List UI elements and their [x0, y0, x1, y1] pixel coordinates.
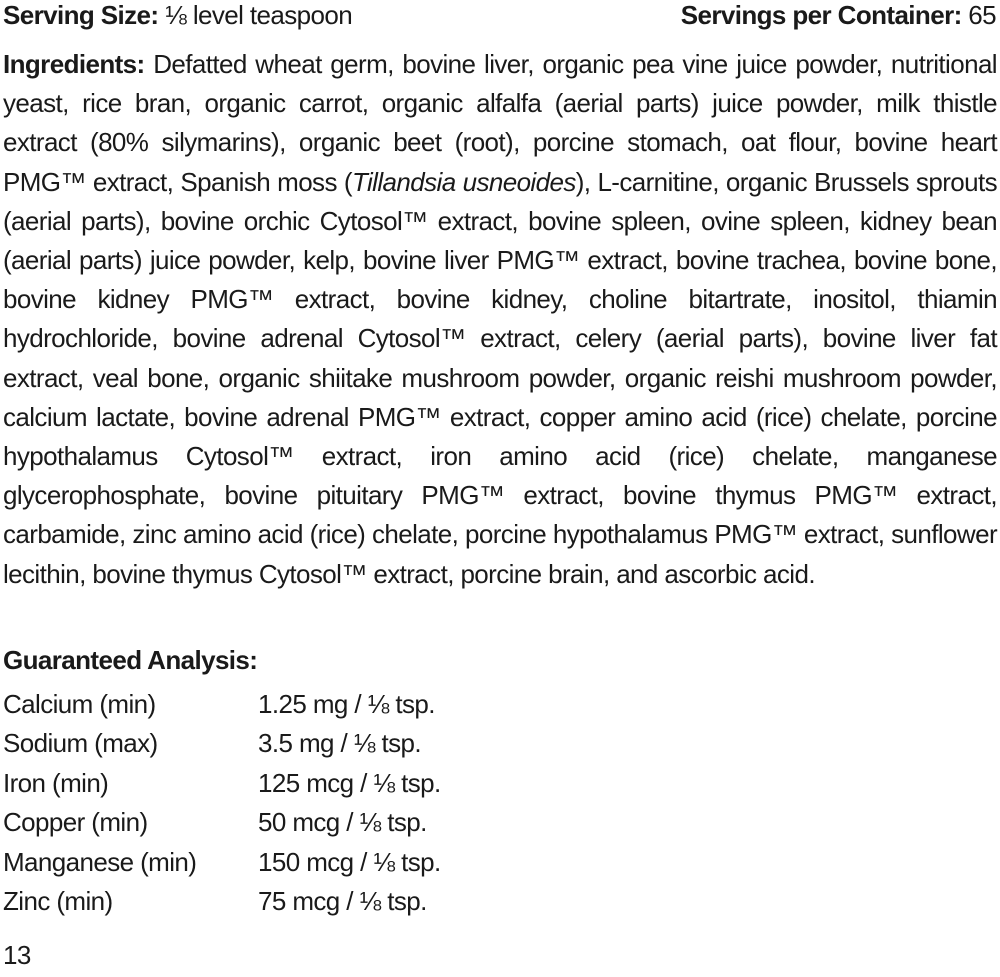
ingredients-text-part-2: ), L-carnitine, organic Brussels sprouts (aerial parts), bovine orchic Cytosol™ extract, bovine spleen, ovine spleen, kidney bean (aerial parts) juice powder, kelp, bovine liver PMG™ extract, bovine trachea, bovine bone, bovine kidney PMG™ extract, bovine kidney, choline bitartrate, inositol, thiamin hydrochloride, bovine adrenal Cytosol™ extract, celery (aerial parts), bovine liver fat extract, veal bone, organic shiitake mushroom powder, organic reishi mushroom powder, calcium lactate, bovine adrenal PMG™ extract, copper amino acid (rice) chelate, porcine hypothalamus Cytosol™ extract, iron amino acid (rice) chelate, manganese glycerophosphate, bovine pituitary PMG™ extract, bovine thymus PMG™ extract, carbamide, zinc amino acid (rice) chelate, porcine hypothalamus PMG™ extract, sunflower lecithin, bovine thymus Cytosol™ extract, porcine brain, and ascorbic acid. — [3, 166, 997, 589]
nutrient-name: Zinc (min) — [3, 885, 113, 916]
nutrient-name: Manganese (min) — [3, 846, 197, 877]
servings-per-container-label: Servings per Container: — [680, 0, 962, 30]
ingredients-text-part-1: Defatted wheat germ, bovine liver, organic pea vine juice powder, nutritional yeast, rice bran, organic carrot, organic alfalfa (aerial parts) juice powder, milk thistle extract (80% silymarins), organic beet (root), porcine stomach, oat flour, bovine heart PMG™ extract, Spanish moss ( — [3, 49, 997, 197]
page-number: 13 — [3, 940, 31, 970]
table-row — [3, 843, 441, 882]
serving-size-label: Serving Size: — [3, 0, 159, 30]
nutrient-name: Iron (min) — [3, 767, 109, 798]
nutrient-amount: 150 mcg / ⅛ tsp. — [258, 846, 441, 877]
serving-size — [3, 0, 352, 31]
nutrient-amount: 50 mcg / ⅛ tsp. — [258, 807, 427, 838]
nutrient-name: Sodium (max) — [3, 728, 158, 759]
nutrient-amount: 75 mcg / ⅛ tsp. — [258, 885, 427, 916]
serving-size-value: ⅛ level teaspoon — [158, 0, 353, 30]
table-row — [3, 764, 441, 803]
guaranteed-analysis-table — [3, 685, 441, 921]
serving-info-row — [3, 0, 996, 36]
ingredients-label: Ingredients: — [3, 49, 145, 79]
table-row — [3, 724, 441, 763]
servings-per-container — [681, 0, 996, 31]
table-row — [3, 803, 441, 842]
guaranteed-analysis-heading: Guaranteed Analysis: — [3, 645, 258, 675]
ingredients-paragraph — [3, 45, 997, 594]
nutrient-amount: 1.25 mg / ⅛ tsp. — [258, 689, 435, 719]
table-row — [3, 882, 441, 921]
nutrient-amount: 125 mcg / ⅛ tsp. — [258, 767, 441, 798]
ingredients-italic-species: Tillandsia usneoides — [351, 166, 576, 197]
nutrient-name: Copper (min) — [3, 807, 148, 838]
nutrient-amount: 3.5 mg / ⅛ tsp. — [258, 728, 421, 759]
table-row — [3, 685, 441, 724]
servings-per-container-value: 65 — [961, 0, 996, 30]
nutrient-name: Calcium (min) — [3, 689, 156, 719]
